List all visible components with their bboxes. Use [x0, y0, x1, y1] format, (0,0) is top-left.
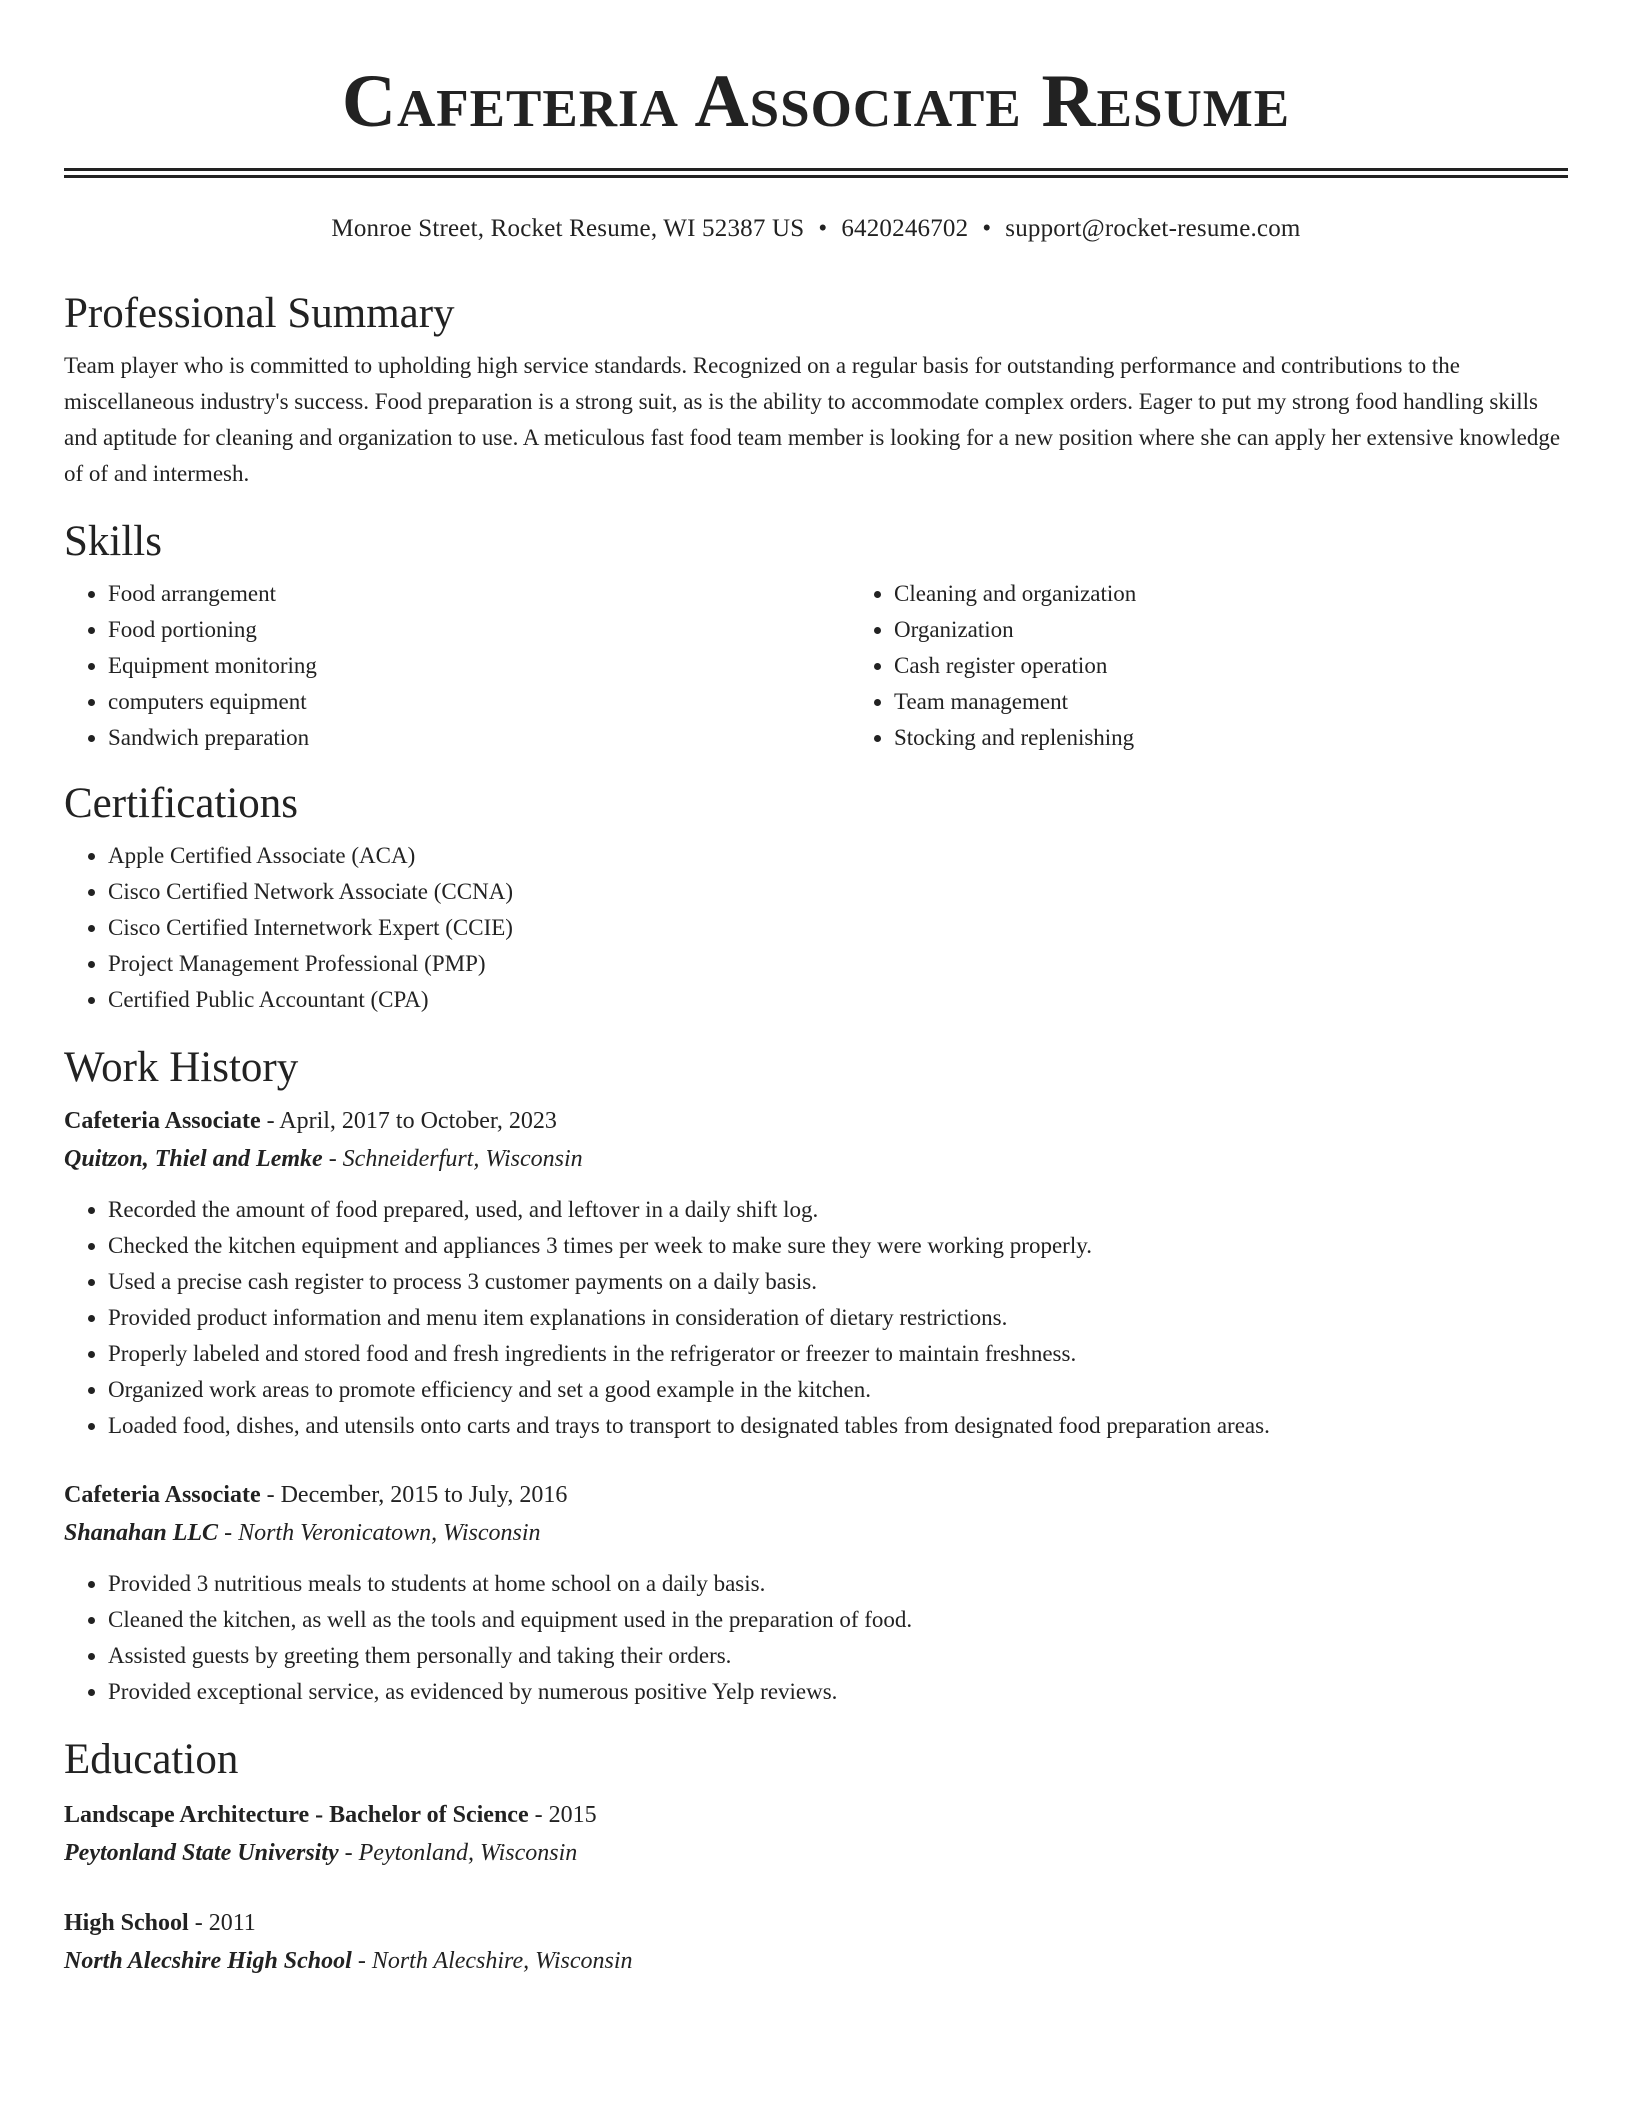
- job-duty: • Assisted guests by greeting them personally and taking their orders.: [108, 1638, 1568, 1674]
- skill-item: • computers equipment: [108, 684, 850, 720]
- school-name: Peytonland State University: [64, 1840, 339, 1866]
- skill-item: • Stocking and replenishing: [894, 720, 1568, 756]
- job-duty: • Provided product information and menu item explanations in consideration of dietary restrictions.: [108, 1300, 1568, 1336]
- summary-text: Team player who is committed to upholding high service standards. Recognized on a regular basis for outstanding performance and contributions to the miscellaneous industry's success. Food preparation is a strong suit, as is the ability to accommodate complex orders. Eager to put my strong food handling skills and aptitude for cleaning and organization to use. A meticulous fast food team member is looking for a new position where she can apply her extensive knowledge of of and intermesh.: [64, 353, 1561, 486]
- job-duty: • Organized work areas to promote efficiency and set a good example in the kitchen.: [108, 1372, 1568, 1408]
- school-location: - Peytonland, Wisconsin: [338, 1840, 578, 1866]
- skill-item: • Cleaning and organization: [894, 576, 1568, 612]
- degree-name: High School: [64, 1910, 189, 1936]
- skill-item: • Organization: [894, 612, 1568, 648]
- education-heading: Education: [64, 1736, 239, 1783]
- degree-year: - 2015: [528, 1802, 597, 1828]
- job-dates: - April, 2017 to October, 2023: [260, 1108, 557, 1134]
- degree-line: [64, 1904, 1568, 1942]
- degree-year: - 2011: [188, 1910, 256, 1936]
- job-entry: [64, 1102, 1568, 1444]
- skill-item: • Food portioning: [108, 612, 850, 648]
- job-duty: • Provided exceptional service, as evidenced by numerous positive Yelp reviews.: [108, 1674, 1568, 1710]
- school-line: [64, 1834, 1568, 1872]
- education-entry: [64, 1904, 1568, 1980]
- job-dates: - December, 2015 to July, 2016: [260, 1482, 568, 1508]
- certification-item: • Cisco Certified Internetwork Expert (CCIE): [108, 910, 1568, 946]
- skills-list-left: [64, 576, 850, 756]
- job-title-line: [64, 1102, 1568, 1140]
- certifications-heading: Certifications: [64, 780, 299, 827]
- employer-location: - Schneiderfurt, Wisconsin: [322, 1146, 583, 1172]
- title-divider: [64, 168, 1568, 178]
- contact-separator: •: [982, 215, 992, 242]
- school-line: [64, 1942, 1568, 1980]
- contact-address: Monroe Street, Rocket Resume, WI 52387 US: [331, 215, 805, 242]
- skill-item: • Team management: [894, 684, 1568, 720]
- job-entry: [64, 1476, 1568, 1710]
- contact-email: support@rocket-resume.com: [1005, 215, 1301, 242]
- employer-location: - North Veronicatown, Wisconsin: [218, 1520, 541, 1546]
- skill-item: • Cash register operation: [894, 648, 1568, 684]
- skills-grid: [64, 576, 1568, 756]
- degree-line: [64, 1796, 1568, 1834]
- employer-name: Shanahan LLC: [64, 1520, 219, 1546]
- employer-name: Quitzon, Thiel and Lemke: [64, 1146, 323, 1172]
- job-duty: • Properly labeled and stored food and fresh ingredients in the refrigerator or freezer to maintain freshness.: [108, 1336, 1568, 1372]
- job-duty: • Cleaned the kitchen, as well as the tools and equipment used in the preparation of food.: [108, 1602, 1568, 1638]
- work-history-heading: Work History: [64, 1044, 299, 1091]
- resume-title: Cafeteria Associate Resume: [341, 60, 1291, 143]
- job-title: Cafeteria Associate: [64, 1108, 261, 1134]
- certifications-list: [64, 838, 1568, 1018]
- contact-line: [64, 214, 1568, 244]
- school-name: North Alecshire High School: [64, 1948, 352, 1974]
- skills-heading: Skills: [64, 518, 162, 565]
- job-duty: • Provided 3 nutritious meals to students at home school on a daily basis.: [108, 1566, 1568, 1602]
- summary-heading: Professional Summary: [64, 290, 455, 337]
- job-duty: • Checked the kitchen equipment and appliances 3 times per week to make sure they were working properly.: [108, 1228, 1568, 1264]
- contact-separator: •: [818, 215, 828, 242]
- certification-item: • Apple Certified Associate (ACA): [108, 838, 1568, 874]
- job-duties-list: [64, 1566, 1568, 1710]
- certification-item: • Cisco Certified Network Associate (CCNA): [108, 874, 1568, 910]
- job-duties-list: [64, 1192, 1568, 1444]
- job-duty: • Recorded the amount of food prepared, used, and leftover in a daily shift log.: [108, 1192, 1568, 1228]
- education-entry: [64, 1796, 1568, 1872]
- certification-item: • Project Management Professional (PMP): [108, 946, 1568, 982]
- job-duty: • Loaded food, dishes, and utensils onto carts and trays to transport to designated tables from designated food preparation areas.: [108, 1408, 1568, 1444]
- job-title: Cafeteria Associate: [64, 1482, 261, 1508]
- job-title-line: [64, 1476, 1568, 1514]
- job-duty: • Used a precise cash register to process 3 customer payments on a daily basis.: [108, 1264, 1568, 1300]
- skill-item: • Sandwich preparation: [108, 720, 850, 756]
- contact-phone: 6420246702: [841, 215, 969, 242]
- employer-line: [64, 1140, 1568, 1178]
- employer-line: [64, 1514, 1568, 1552]
- certification-item: • Certified Public Accountant (CPA): [108, 982, 1568, 1018]
- skill-item: • Food arrangement: [108, 576, 850, 612]
- skill-item: • Equipment monitoring: [108, 648, 850, 684]
- degree-name: Landscape Architecture - Bachelor of Science: [64, 1802, 529, 1828]
- school-location: - North Alecshire, Wisconsin: [351, 1948, 633, 1974]
- skills-list-right: [850, 576, 1568, 756]
